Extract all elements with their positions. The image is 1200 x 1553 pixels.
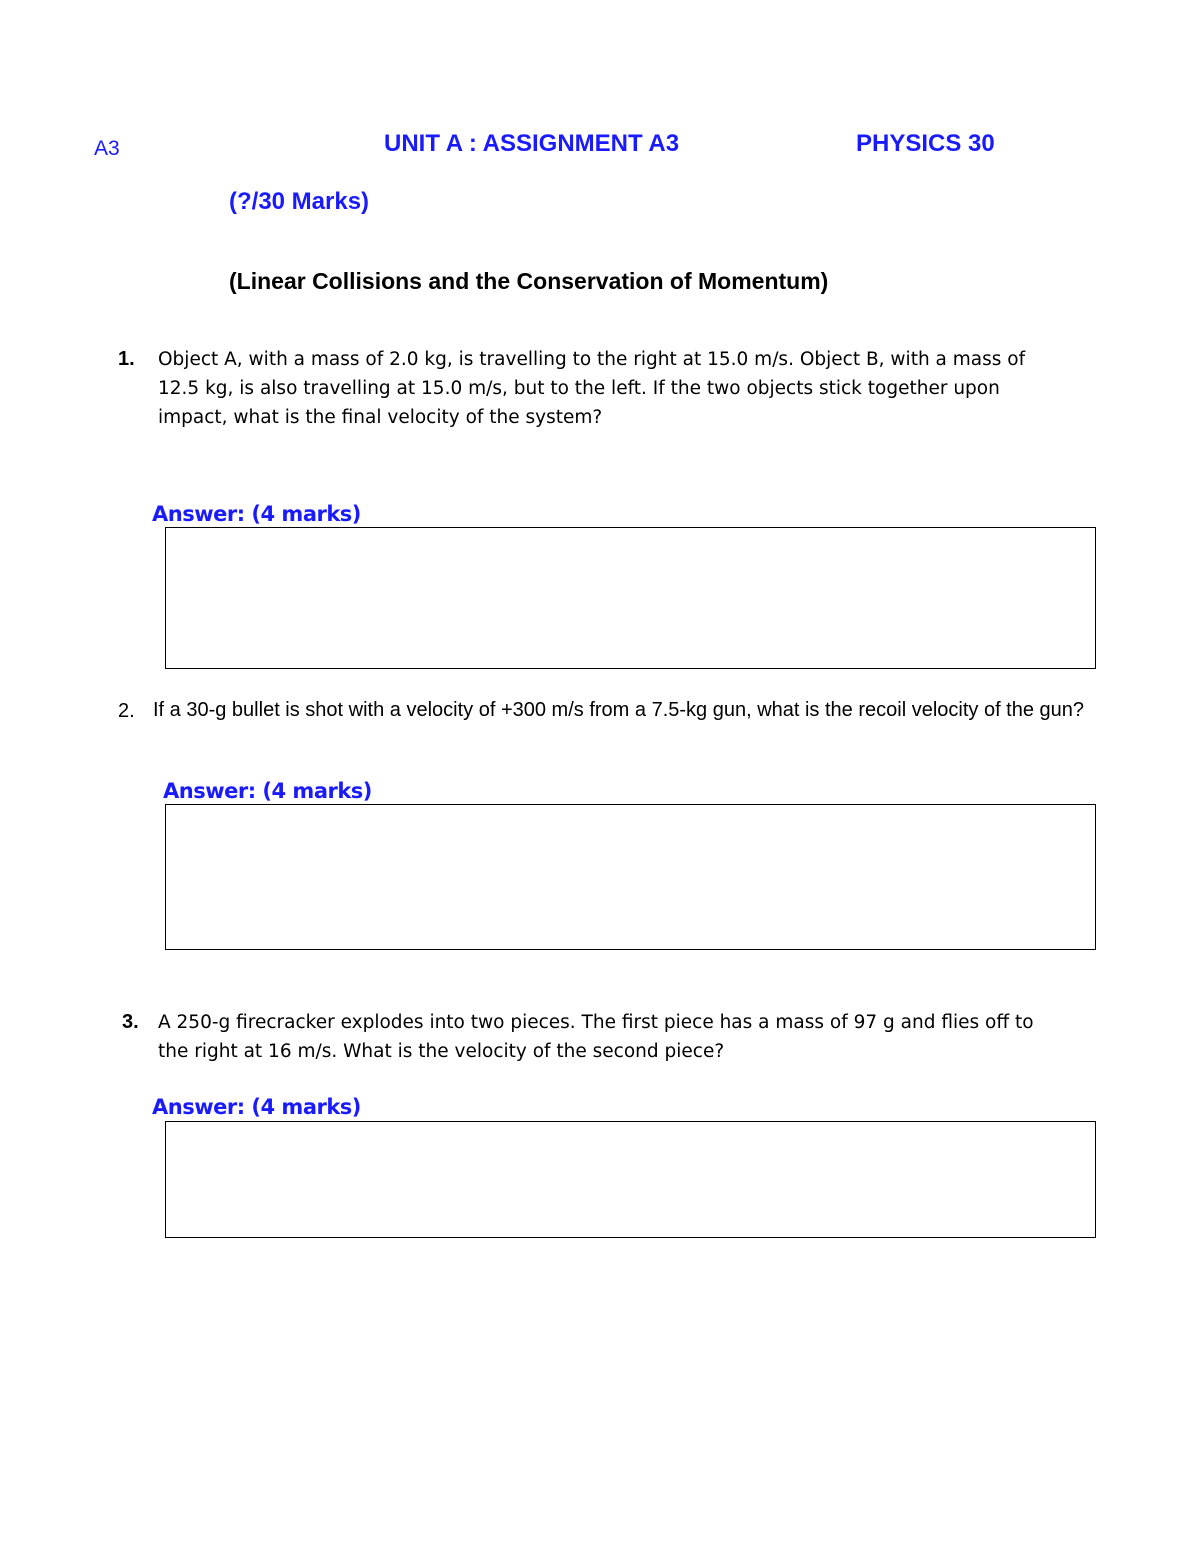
marks-total: (?/30 Marks) [229, 188, 370, 215]
question-2-text: If a 30-g bullet is shot with a velocity of +300 m/s from a 7.5-kg gun, what is the recoil velocity of the gun? [153, 699, 1085, 721]
question-1-number: 1. [118, 348, 135, 370]
question-2-number: 2. [118, 700, 135, 722]
question-3-answer-label: Answer: (4 marks) [152, 1095, 361, 1119]
course-title: PHYSICS 30 [856, 130, 995, 157]
question-3-number: 3. [122, 1011, 139, 1033]
question-3-answer-box[interactable] [165, 1121, 1096, 1238]
unit-title: UNIT A : ASSIGNMENT A3 [384, 130, 680, 157]
question-3-text: A 250-g firecracker explodes into two pieces. The first piece has a mass of 97 g and flies off to the right at 16 m/s. What is the velocity of the second piece? [158, 1012, 1034, 1062]
question-1-text: Object A, with a mass of 2.0 kg, is travelling to the right at 15.0 m/s. Object B, with a mass of 12.5 kg, is also travelling at 15.0 m/s, but to the left. If the two objects stick together upon impact, what is the final velocity of the system? [158, 349, 1026, 428]
assignment-subtitle: (Linear Collisions and the Conservation of Momentum) [229, 268, 829, 294]
question-1-answer-box[interactable] [165, 527, 1096, 669]
question-2-answer-box[interactable] [165, 804, 1096, 950]
question-1-answer-label: Answer: (4 marks) [152, 502, 361, 526]
question-2-answer-label: Answer: (4 marks) [163, 779, 372, 803]
assignment-code: A3 [94, 137, 120, 160]
